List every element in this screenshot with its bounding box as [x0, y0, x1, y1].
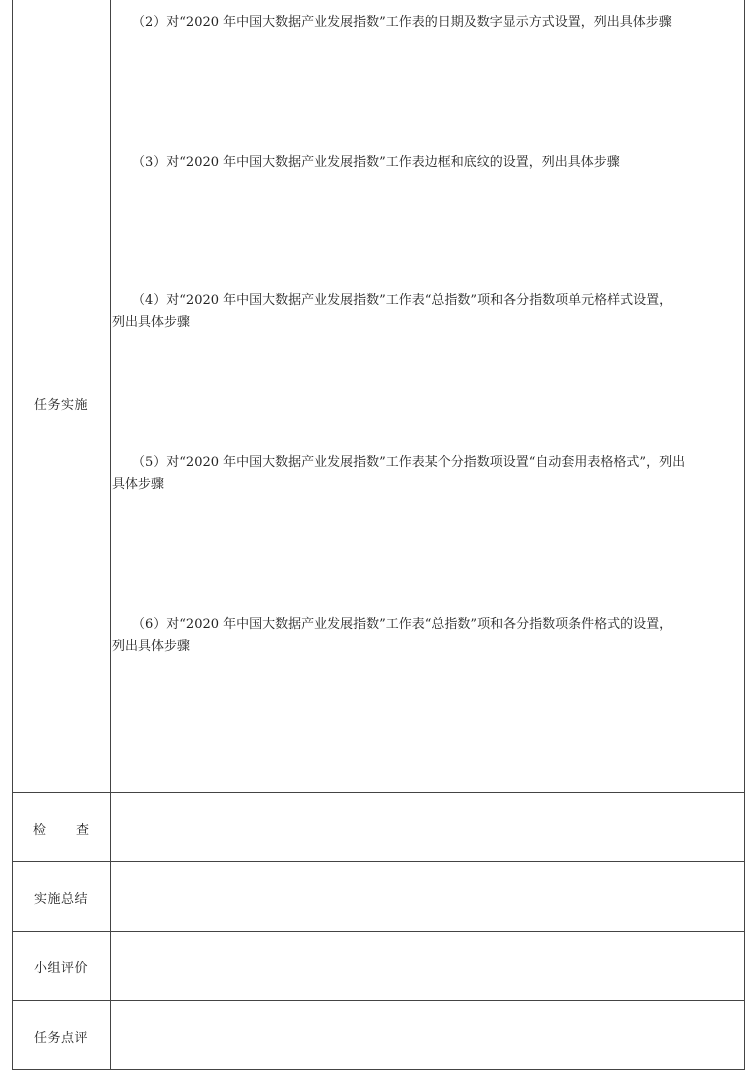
step-text-continued: 列出具体步骤 [112, 639, 191, 654]
step-text-continued: 具体步骤 [112, 477, 165, 492]
summary-label: 实施总结 [33, 892, 88, 907]
step-4 [112, 290, 738, 334]
row-divider [12, 861, 745, 862]
step-3 [112, 152, 738, 174]
step-text: （3）对“2020 年中国大数据产业发展指数”工作表边框和底纹的设置，列出具体步骤 [132, 155, 620, 170]
task-review-label: 任务点评 [33, 1031, 88, 1046]
step-text: （2）对“2020 年中国大数据产业发展指数”工作表的日期及数字显示方式设置，列出具体步骤 [132, 15, 672, 30]
row-divider [12, 1000, 745, 1001]
step-text-continued: 列出具体步骤 [112, 315, 191, 330]
check-label-first: 检 [32, 823, 46, 838]
step-6 [112, 614, 738, 658]
step-text: （4）对“2020 年中国大数据产业发展指数”工作表“总指数”项和各分指数项单元格样式设置， [132, 293, 673, 308]
step-2 [112, 12, 738, 34]
group-evaluation-label: 小组评价 [33, 961, 88, 976]
implementation-label: 任务实施 [33, 398, 88, 413]
check-label [12, 819, 110, 838]
check-label-second: 查 [76, 823, 90, 838]
row-divider [12, 931, 745, 932]
step-5 [112, 452, 738, 496]
step-text: （6）对“2020 年中国大数据产业发展指数”工作表“总指数”项和各分指数项条件格式的设置， [132, 617, 673, 632]
row-divider [12, 792, 745, 793]
column-divider [110, 0, 111, 1070]
step-text: （5）对“2020 年中国大数据产业发展指数”工作表某个分指数项设置“自动套用表格格式”，列出 [132, 455, 686, 470]
